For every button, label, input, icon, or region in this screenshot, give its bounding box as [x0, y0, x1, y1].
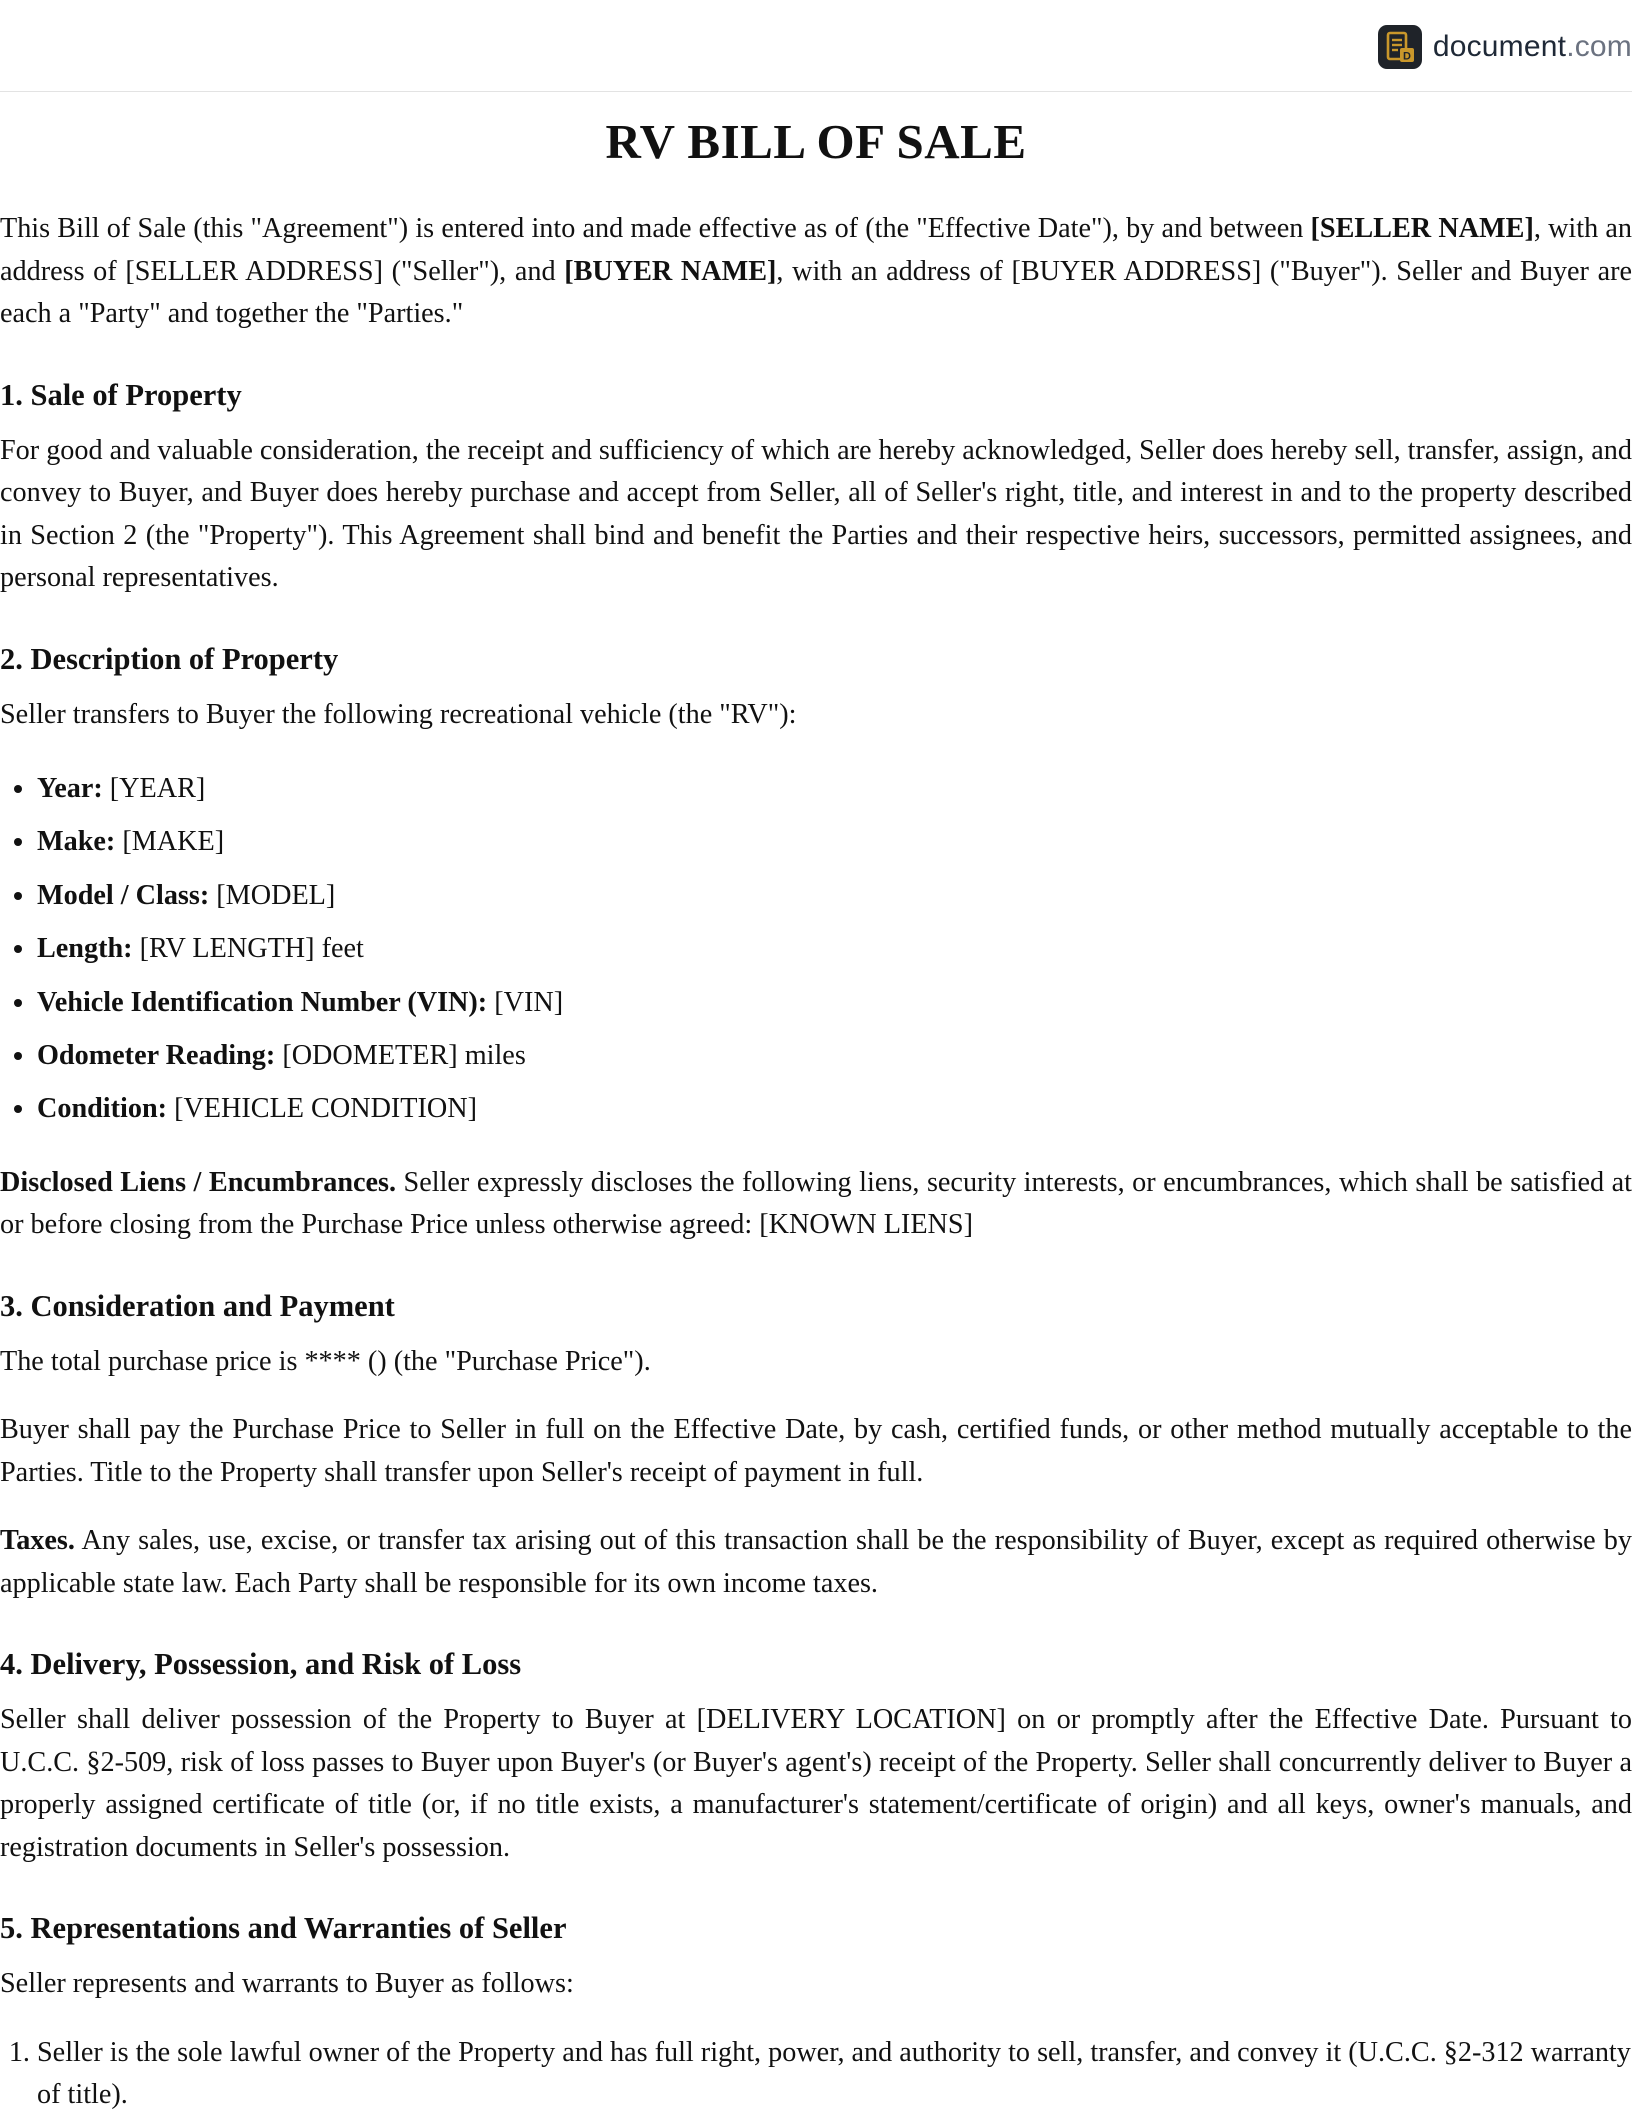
list-item-value: [MODEL] — [209, 879, 336, 911]
brand-wordmark — [1433, 30, 1632, 64]
list-item-value: [YEAR] — [102, 773, 206, 804]
list-item-value: [ODOMETER] miles — [275, 1040, 526, 1072]
payment-paragraph: Buyer shall pay the Purchase Price to Seller in full on the Effective Date, by cash, certified funds, or other method mutually acceptable to the Parties. Title to the Property shall transfer upon Seller's receipt of payment in full. — [0, 1414, 1632, 1488]
document-logo-icon — [1378, 25, 1422, 69]
list-item-label: Model / Class: — [37, 879, 210, 911]
list-item-label: Odometer Reading: — [37, 1040, 276, 1072]
taxes-label: Taxes. — [0, 1525, 75, 1557]
list-item-value: [VIN] — [487, 986, 564, 1018]
list-item-label: Year: — [37, 773, 103, 804]
list-item — [37, 922, 1632, 975]
list-item-value: [VEHICLE CONDITION] — [167, 1093, 478, 1125]
list-item — [37, 976, 1632, 1029]
purchase-price-paragraph: The total purchase price is **** () (the "Purchase Price"). — [0, 1345, 651, 1377]
liens-paragraph — [0, 1162, 1632, 1247]
intro-text-3: , with an address of [BUYER ADDRESS] ("Buyer"). Seller and Buyer are each a "Party" and together the "Parties." — [0, 255, 1632, 329]
brand-logo[interactable] — [1378, 25, 1632, 69]
section-2-heading: 2. Description of Property — [0, 641, 339, 676]
list-item-label: Length: — [37, 933, 133, 965]
section-3-heading: 3. Consideration and Payment — [0, 1288, 395, 1323]
list-item — [37, 762, 1632, 815]
intro-paragraph — [0, 208, 1632, 336]
list-item-value: [RV LENGTH] feet — [132, 933, 364, 965]
section-4-body: Seller shall deliver possession of the Property to Buyer at [DELIVERY LOCATION] on or promptly after the Effective Date. Pursuant to U.C.C. §2-509, risk of loss passes to Buyer upon Buyer's (or Buyer's agent's) receipt of the Property. Seller shall concurrently deliver to Buyer a properly assigned certificate of title (or, if no title exists, a manufacturer's statement/certificate of origin) and all keys, owner's manuals, and registration documents in Seller's possession. — [0, 1704, 1632, 1863]
seller-name-placeholder: [SELLER NAME] — [1310, 213, 1534, 244]
buyer-name-placeholder: [BUYER NAME] — [564, 255, 777, 287]
intro-text-2: , with an address of [SELLER ADDRESS] ("Seller"), and — [0, 213, 1632, 287]
taxes-body: Any sales, use, excise, or transfer tax arising out of this transaction shall be the responsibility of Buyer, except as required otherwise by applicable state law. Each Party shall be responsible for its own income taxes. — [0, 1525, 1632, 1599]
list-item-label: Vehicle Identification Number (VIN): — [37, 986, 488, 1018]
section-5-lead: Seller represents and warrants to Buyer as follows: — [0, 1968, 574, 2000]
site-header — [0, 0, 1632, 92]
warranties-list — [0, 2032, 1632, 2117]
list-item-label: Condition: — [37, 1093, 168, 1125]
list-item — [37, 869, 1632, 922]
section-1-heading: 1. Sale of Property — [0, 377, 242, 412]
taxes-paragraph — [0, 1520, 1632, 1605]
section-4-heading: 4. Delivery, Possession, and Risk of Loss — [0, 1647, 522, 1682]
intro-text-1: This Bill of Sale (this "Agreement") is entered into and made effective as of (the "Effective Date"), by and between — [0, 213, 1311, 244]
section-5-heading: 5. Representations and Warranties of Seller — [0, 1911, 567, 1946]
section-1-body: For good and valuable consideration, the receipt and sufficiency of which are hereby acknowledged, Seller does hereby sell, transfer, assign, and convey to Buyer, and Buyer does hereby purchase and accept from Seller, all of Seller's right, title, and interest in and to the property described in Section 2 (the "Property"). This Agreement shall bind and benefit the Parties and their respective heirs, successors, permitted assignees, and personal representatives. — [0, 434, 1632, 593]
brand-name: document — [1432, 30, 1567, 63]
list-item-label: Make: — [37, 826, 116, 858]
list-item-value: [MAKE] — [115, 826, 225, 858]
list-item — [37, 815, 1632, 868]
list-item: 1. Seller is the sole lawful owner of the Property and has full right, power, and authority to sell, transfer, and convey it (U.C.C. §2-312 warranty of title). — [37, 2032, 1632, 2117]
liens-label: Disclosed Liens / Encumbrances. — [0, 1166, 397, 1198]
document-body — [0, 100, 1632, 2117]
property-details-list — [0, 762, 1632, 1136]
svg-text:D: D — [1402, 50, 1411, 63]
liens-body: Seller expressly discloses the following liens, security interests, or encumbrances, which shall be satisfied at or before closing from the Purchase Price unless otherwise agreed: [KNOWN LIENS] — [0, 1166, 1632, 1241]
list-item — [37, 1029, 1632, 1082]
section-2-lead: Seller transfers to Buyer the following recreational vehicle (the "RV"): — [0, 698, 797, 730]
document-title: RV BILL OF SALE — [605, 114, 1027, 169]
brand-tld: .com — [1566, 30, 1632, 63]
list-item — [37, 1082, 1632, 1135]
